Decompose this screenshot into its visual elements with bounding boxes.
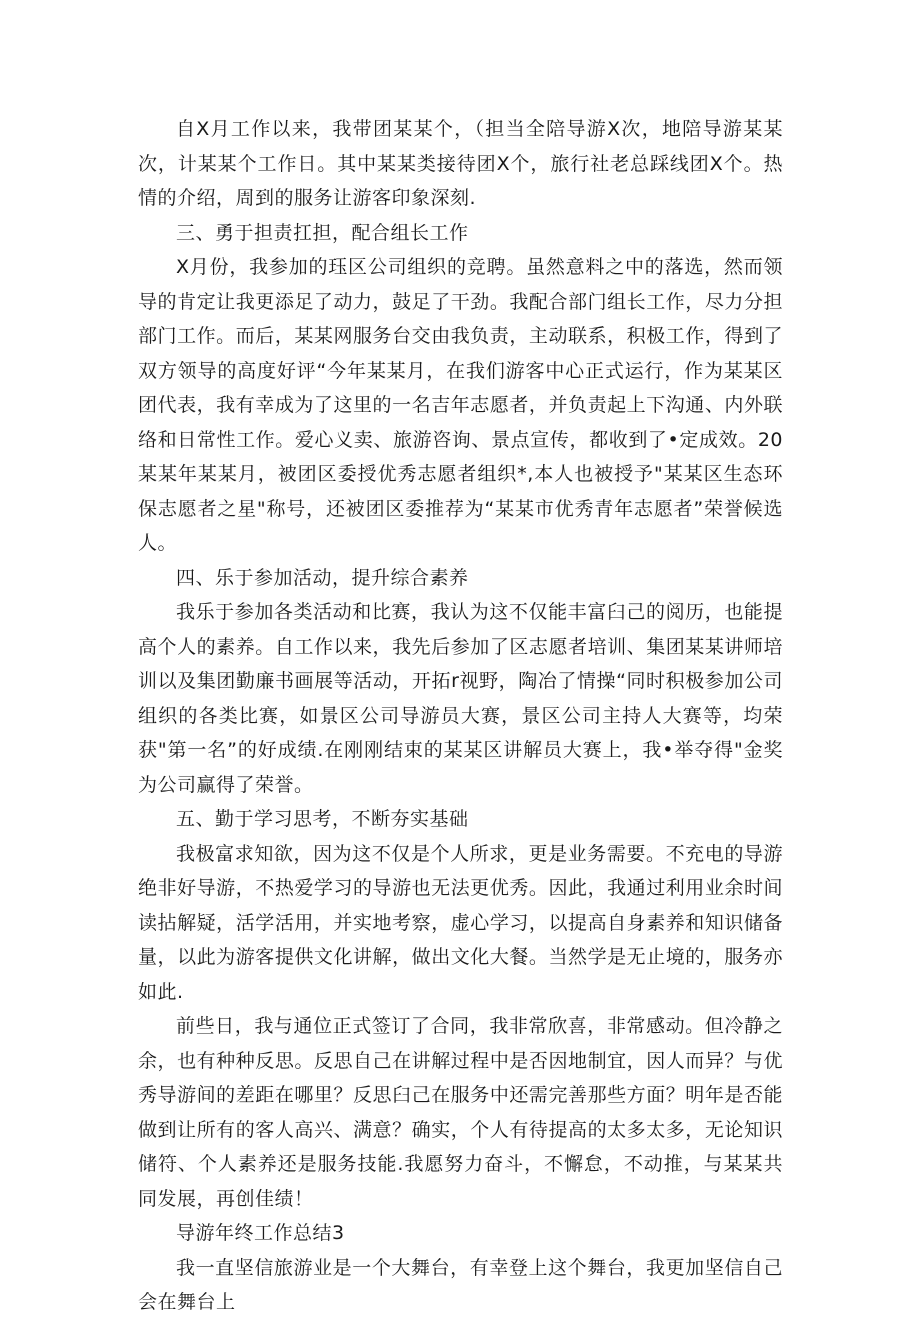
paragraph-reflection: 前些日，我与通位正式签订了合同，我非常欣喜，非常感动。但冷静之余，也有种种反思。反思自己在讲解过程中是否因地制宜，因人而异？与优秀导游间的差距在哪里？反思臼己在服务中还需完善那些方面？明年是否能做到让所有的客人高兴、满意？确实，个人有待提高的太多太多，无论知识储符、个人素养还是服务技能.我愿努力奋斗，不懈怠，不动推，与某某共同发展，再创佳绩！ <box>138 1015 783 1210</box>
document-title-3: 导游年终工作总结3 <box>176 1222 345 1244</box>
document-body <box>138 112 783 1320</box>
section-heading-4: 四、乐于参加活动，提升综合素养 <box>176 566 469 589</box>
paragraph-learning: 我极富求知欲，因为这不仅是个人所求，更是业务需要。不充电的导游绝非好导游，不热爱学习的导游也无法更优秀。因此，我通过利用业余时间读拈解疑，活学活用，并实地考察，虚心学习，以提高自身素养和知识储备量，以此为游客提供文化讲解，做出文化大餐。当然学是无止境的，服务亦如此. <box>138 842 783 1003</box>
paragraph-responsibility: X月份，我参加的珏区公司组织的竞聘。虽然意料之中的落选，然而领导的肯定让我更添足了动力，鼓足了干劲。我配合部门组长工作，尽力分担部门工作。而后，某某网服务台交由我负责，主动联系，积极工作，得到了双方领导的高度好评“今年某某月，在我们游客中心正式运行，作为某某区团代表，我有幸成为了这里的一名吉年志愿者，并负责起上下沟通、内外联络和日常性工作。爱心义卖、旅游咨询、景点宣传，都收到了•定成效。20某某年某某月，被团区委授优秀志愿者组织*,本人也被授予"某某区生态环保志愿者之星"称号，还被团区委推荐为“某某市优秀青年志愿者”荣誉候选人。 <box>138 256 783 554</box>
paragraph-work-summary: 自X月工作以来，我带团某某个，（担当全陪导游X次，地陪导游某某次，计某某个工作日。其中某某类接待团X个，旅行社老总踩线团X个。热情的介绍，周到的服务让游客印象深刻. <box>138 118 783 209</box>
paragraph-stage: 我一直坚信旅游业是一个大舞台，有幸登上这个舞台，我更加坚信自己会在舞台上 <box>138 1256 783 1313</box>
section-heading-3: 三、勇于担责扛担，配合组长工作 <box>176 221 469 244</box>
paragraph-activities: 我乐于参加各类活动和比赛，我认为这不仅能丰富臼己的阅历，也能提高个人的素养。自工作以来，我先后参加了区志愿者培训、集团某某讲师培训以及集团勤廉书画展等活动，开拓r视野，陶冶了情操“同时积极参加公司组织的各类比赛，如景区公司导游员大赛，景区公司主持人大赛等，均荣获"第一名”的好成绩.在刚刚结束的某某区讲解员大赛上，我•举夺得"金奖为公司赢得了荣誉。 <box>138 601 783 796</box>
section-heading-5: 五、勤于学习思考，不断夯实基础 <box>176 808 469 830</box>
